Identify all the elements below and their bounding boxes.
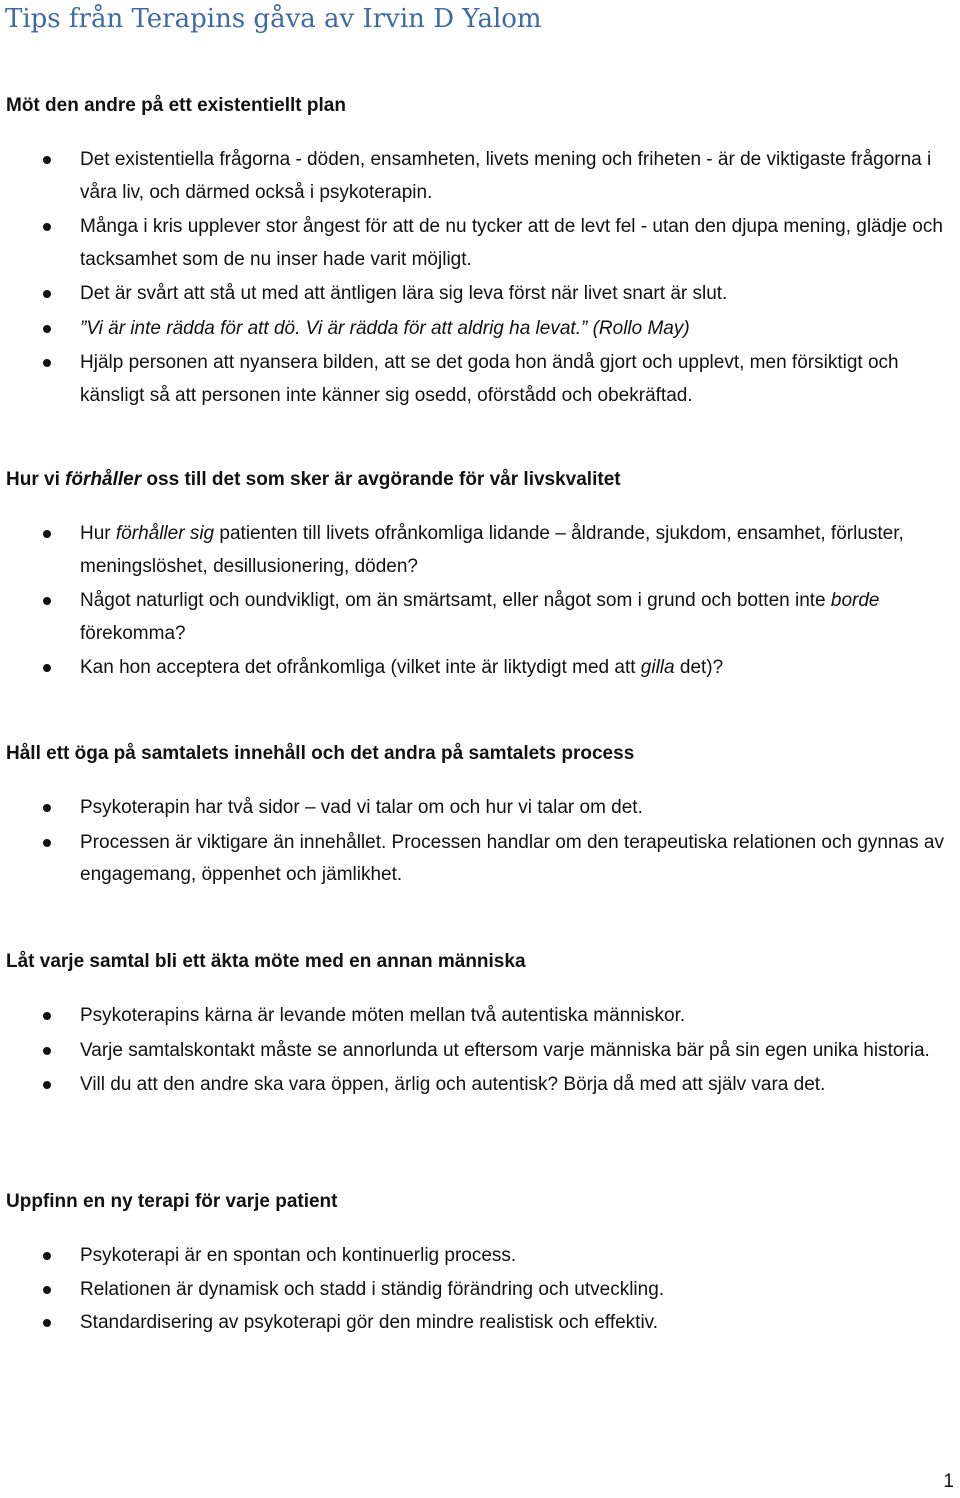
bullet-list bbox=[6, 1240, 954, 1340]
heading-emphasis: förhåller bbox=[65, 469, 142, 490]
section-content-process bbox=[6, 738, 954, 892]
list-item-emphasis: borde bbox=[830, 590, 880, 611]
bullet-list bbox=[6, 792, 954, 892]
bullet-icon bbox=[43, 1252, 51, 1260]
heading-text: oss till det som sker är avgörande för vår livskvalitet bbox=[141, 469, 621, 490]
list-item bbox=[6, 518, 954, 583]
section-heading: Uppfinn en ny terapi för varje patient bbox=[6, 1191, 338, 1212]
bullet-list bbox=[6, 144, 954, 412]
bullet-icon bbox=[43, 597, 51, 605]
list-item-emphasis: gilla bbox=[640, 657, 675, 678]
list-item-text: Något naturligt och oundvikligt, om än smärtsamt, eller något som i grund och botten inte bbox=[80, 590, 831, 611]
list-item bbox=[6, 1069, 954, 1102]
list-item bbox=[6, 211, 954, 276]
list-item bbox=[6, 347, 954, 412]
list-item-emphasis: förhåller sig bbox=[115, 523, 215, 544]
section-existential bbox=[6, 90, 954, 412]
bullet-icon bbox=[43, 359, 51, 367]
bullet-icon bbox=[43, 156, 51, 164]
list-item bbox=[6, 1274, 954, 1307]
quote-text: ”Vi är inte rädda för att dö. Vi är rädda för att aldrig ha levat.” bbox=[80, 317, 588, 339]
list-item-text: Hjälp personen att nyansera bilden, att se det goda hon ändå gjort och upplevt, men försiktigt och känsligt så att personen inte känner sig osedd, oförstådd och obekräftad. bbox=[80, 352, 899, 406]
list-item-text: Hur bbox=[80, 523, 116, 544]
bullet-icon bbox=[43, 839, 51, 847]
section-new-therapy bbox=[6, 1186, 954, 1340]
section-heading: Låt varje samtal bli ett äkta möte med en annan människa bbox=[6, 951, 526, 972]
bullet-icon bbox=[43, 325, 51, 333]
list-item-text: Psykoterapin har två sidor – vad vi talar om och hur vi talar om det. bbox=[80, 797, 643, 818]
bullet-icon bbox=[43, 290, 51, 298]
list-item-text: Standardisering av psykoterapi gör den mindre realistisk och effektiv. bbox=[80, 1312, 659, 1333]
list-item-text: Vill du att den andre ska vara öppen, ärlig och autentisk? Börja då med att själv vara det. bbox=[80, 1074, 826, 1095]
list-item-text: patienten till livets ofrånkomliga lidande – åldrande, sjukdom, ensamhet, förluster, meningslöshet, desillusionering, döden? bbox=[80, 523, 904, 577]
list-item bbox=[6, 1035, 954, 1068]
bullet-icon bbox=[43, 664, 51, 672]
section-heading: Möt den andre på ett existentiellt plan bbox=[6, 95, 346, 116]
list-item bbox=[6, 585, 954, 650]
list-item bbox=[6, 144, 954, 209]
list-item-text: Kan hon acceptera det ofrånkomliga (vilket inte är liktydigt med att bbox=[80, 657, 641, 678]
bullet-icon bbox=[43, 223, 51, 231]
list-item bbox=[6, 827, 954, 892]
heading-text: Hur vi bbox=[6, 469, 66, 490]
bullet-icon bbox=[43, 530, 51, 538]
list-item-text: Relationen är dynamisk och stadd i ständig förändring och utveckling. bbox=[80, 1278, 665, 1300]
bullet-icon bbox=[43, 804, 51, 812]
list-item-text: Psykoterapins kärna är levande möten mellan två autentiska människor. bbox=[80, 1005, 686, 1026]
list-item-text: Det är svårt att stå ut med att äntligen lära sig leva först när livet snart är slut. bbox=[80, 283, 728, 304]
quote-attribution: (Rollo May) bbox=[587, 317, 690, 339]
list-item-text: Psykoterapi är en spontan och kontinuerlig process. bbox=[80, 1245, 517, 1266]
list-item bbox=[6, 278, 954, 311]
list-item bbox=[6, 1000, 954, 1033]
bullet-icon bbox=[43, 1012, 51, 1020]
list-item-text: Det existentiella frågorna - döden, ensamheten, livets mening och friheten - är de viktigaste frågorna i våra liv, och därmed också i psykoterapin. bbox=[80, 149, 932, 203]
list-item bbox=[6, 313, 954, 346]
list-item bbox=[6, 1240, 954, 1273]
bullet-icon bbox=[43, 1047, 51, 1055]
list-item-text: förekomma? bbox=[80, 622, 186, 644]
list-item-text: Varje samtalskontakt måste se annorlunda ut eftersom varje människa bär på sin egen unika historia. bbox=[80, 1039, 930, 1061]
document-title: Tips från Terapins gåva av Irvin D Yalom bbox=[5, 4, 542, 34]
bullet-icon bbox=[43, 1286, 51, 1294]
bullet-list bbox=[6, 518, 954, 685]
list-item-text: det)? bbox=[674, 657, 724, 678]
section-genuine-meeting bbox=[6, 946, 954, 1102]
bullet-icon bbox=[43, 1081, 51, 1089]
section-heading: Håll ett öga på samtalets innehåll och det andra på samtalets process bbox=[6, 743, 635, 764]
list-item-text: Processen är viktigare än innehållet. Processen handlar om den terapeutiska relationen och gynnas av engagemang, öppenhet och jämlikhet. bbox=[80, 831, 944, 885]
section-heading bbox=[6, 464, 954, 496]
list-item-text: Många i kris upplever stor ångest för att de nu tycker att de levt fel - utan den djupa mening, glädje och tacksamhet som de nu inser hade varit möjligt. bbox=[80, 216, 943, 270]
bullet-icon bbox=[43, 1319, 51, 1327]
list-item bbox=[6, 792, 954, 825]
section-attitude bbox=[6, 464, 954, 685]
list-item bbox=[6, 652, 954, 685]
page-number: 1 bbox=[943, 1471, 954, 1492]
list-item bbox=[6, 1307, 954, 1340]
bullet-list bbox=[6, 1000, 954, 1102]
